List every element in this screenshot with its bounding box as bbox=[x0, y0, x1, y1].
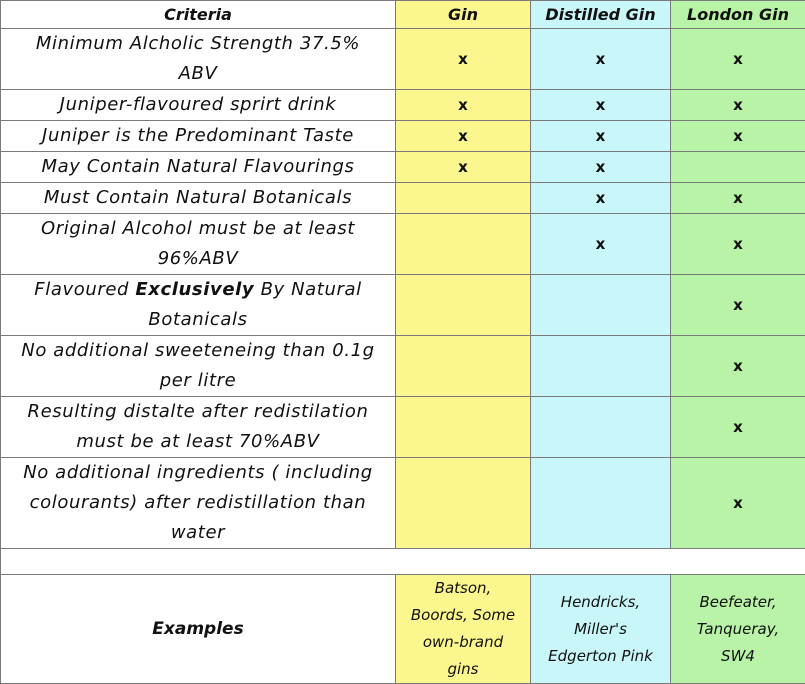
london-gin-mark: x bbox=[671, 275, 805, 336]
header-gin: Gin bbox=[396, 1, 531, 29]
criteria-cell bbox=[1, 183, 396, 214]
examples-row bbox=[1, 575, 805, 684]
london-gin-mark: x bbox=[671, 397, 805, 458]
criteria-emphasis: Exclusively bbox=[135, 279, 254, 300]
criteria-line: No additional sweeteneing than 0.1g bbox=[7, 336, 389, 366]
criteria-line: May Contain Natural Flavourings bbox=[7, 152, 389, 182]
criteria-cell bbox=[1, 214, 396, 275]
criteria-line: Botanicals bbox=[7, 305, 389, 335]
table-row bbox=[1, 152, 805, 183]
table-row bbox=[1, 90, 805, 121]
example-line: Miller's bbox=[535, 616, 666, 643]
example-line: Beefeater, bbox=[675, 589, 801, 616]
distilled-gin-mark bbox=[531, 275, 671, 336]
header-london-gin: London Gin bbox=[671, 1, 805, 29]
gin-examples bbox=[396, 575, 531, 684]
criteria-line: ABV bbox=[7, 59, 389, 89]
gin-mark: x bbox=[396, 90, 531, 121]
distilled-gin-mark bbox=[531, 397, 671, 458]
table-row bbox=[1, 397, 805, 458]
spacer-row bbox=[1, 549, 805, 575]
distilled-gin-mark: x bbox=[531, 90, 671, 121]
header-distilled-gin: Distilled Gin bbox=[531, 1, 671, 29]
examples-label: Examples bbox=[1, 575, 396, 684]
criteria-cell bbox=[1, 152, 396, 183]
distilled-gin-examples bbox=[531, 575, 671, 684]
london-gin-mark: x bbox=[671, 458, 805, 549]
criteria-text: Flavoured bbox=[34, 279, 135, 300]
gin-mark bbox=[396, 458, 531, 549]
example-line: SW4 bbox=[675, 643, 801, 670]
criteria-line: Original Alcohol must be at least bbox=[7, 214, 389, 244]
distilled-gin-mark: x bbox=[531, 183, 671, 214]
table-row bbox=[1, 336, 805, 397]
table-row bbox=[1, 458, 805, 549]
example-line: gins bbox=[400, 656, 526, 683]
criteria-line: Resulting distalte after redistilation bbox=[7, 397, 389, 427]
gin-mark: x bbox=[396, 152, 531, 183]
gin-mark bbox=[396, 275, 531, 336]
criteria-text: By Natural bbox=[254, 279, 361, 300]
criteria-cell bbox=[1, 275, 396, 336]
example-line: Boords, Some bbox=[400, 602, 526, 629]
distilled-gin-mark bbox=[531, 458, 671, 549]
distilled-gin-mark: x bbox=[531, 152, 671, 183]
gin-mark bbox=[396, 214, 531, 275]
example-line: Tanqueray, bbox=[675, 616, 801, 643]
london-gin-mark: x bbox=[671, 29, 805, 90]
criteria-line bbox=[7, 275, 389, 305]
criteria-line: 96%ABV bbox=[7, 244, 389, 274]
example-line: Edgerton Pink bbox=[535, 643, 666, 670]
example-line: own-brand bbox=[400, 629, 526, 656]
gin-mark: x bbox=[396, 29, 531, 90]
gin-mark bbox=[396, 397, 531, 458]
header-row bbox=[1, 1, 805, 29]
london-gin-mark: x bbox=[671, 183, 805, 214]
london-gin-mark bbox=[671, 152, 805, 183]
criteria-line: No additional ingredients ( including bbox=[7, 458, 389, 488]
criteria-cell bbox=[1, 29, 396, 90]
criteria-line: colourants) after redistillation than bbox=[7, 488, 389, 518]
table-row bbox=[1, 121, 805, 152]
gin-mark: x bbox=[396, 121, 531, 152]
gin-mark bbox=[396, 183, 531, 214]
table-row bbox=[1, 214, 805, 275]
criteria-line: per litre bbox=[7, 366, 389, 396]
london-gin-examples bbox=[671, 575, 805, 684]
table-row bbox=[1, 183, 805, 214]
distilled-gin-mark: x bbox=[531, 29, 671, 90]
distilled-gin-mark bbox=[531, 336, 671, 397]
distilled-gin-mark: x bbox=[531, 214, 671, 275]
criteria-line: water bbox=[7, 518, 389, 548]
london-gin-mark: x bbox=[671, 121, 805, 152]
criteria-line: Juniper-flavoured sprirt drink bbox=[7, 90, 389, 120]
header-criteria: Criteria bbox=[1, 1, 396, 29]
spacer-cell bbox=[1, 549, 805, 575]
example-line: Batson, bbox=[400, 575, 526, 602]
criteria-cell bbox=[1, 397, 396, 458]
london-gin-mark: x bbox=[671, 214, 805, 275]
criteria-line: Minimum Alcholic Strength 37.5% bbox=[7, 29, 389, 59]
criteria-line: Must Contain Natural Botanicals bbox=[7, 183, 389, 213]
criteria-cell bbox=[1, 336, 396, 397]
london-gin-mark: x bbox=[671, 90, 805, 121]
distilled-gin-mark: x bbox=[531, 121, 671, 152]
criteria-cell bbox=[1, 458, 396, 549]
criteria-cell bbox=[1, 121, 396, 152]
criteria-cell bbox=[1, 90, 396, 121]
criteria-line: must be at least 70%ABV bbox=[7, 427, 389, 457]
gin-mark bbox=[396, 336, 531, 397]
table-row bbox=[1, 275, 805, 336]
table-row bbox=[1, 29, 805, 90]
criteria-line: Juniper is the Predominant Taste bbox=[7, 121, 389, 151]
example-line: Hendricks, bbox=[535, 589, 666, 616]
london-gin-mark: x bbox=[671, 336, 805, 397]
